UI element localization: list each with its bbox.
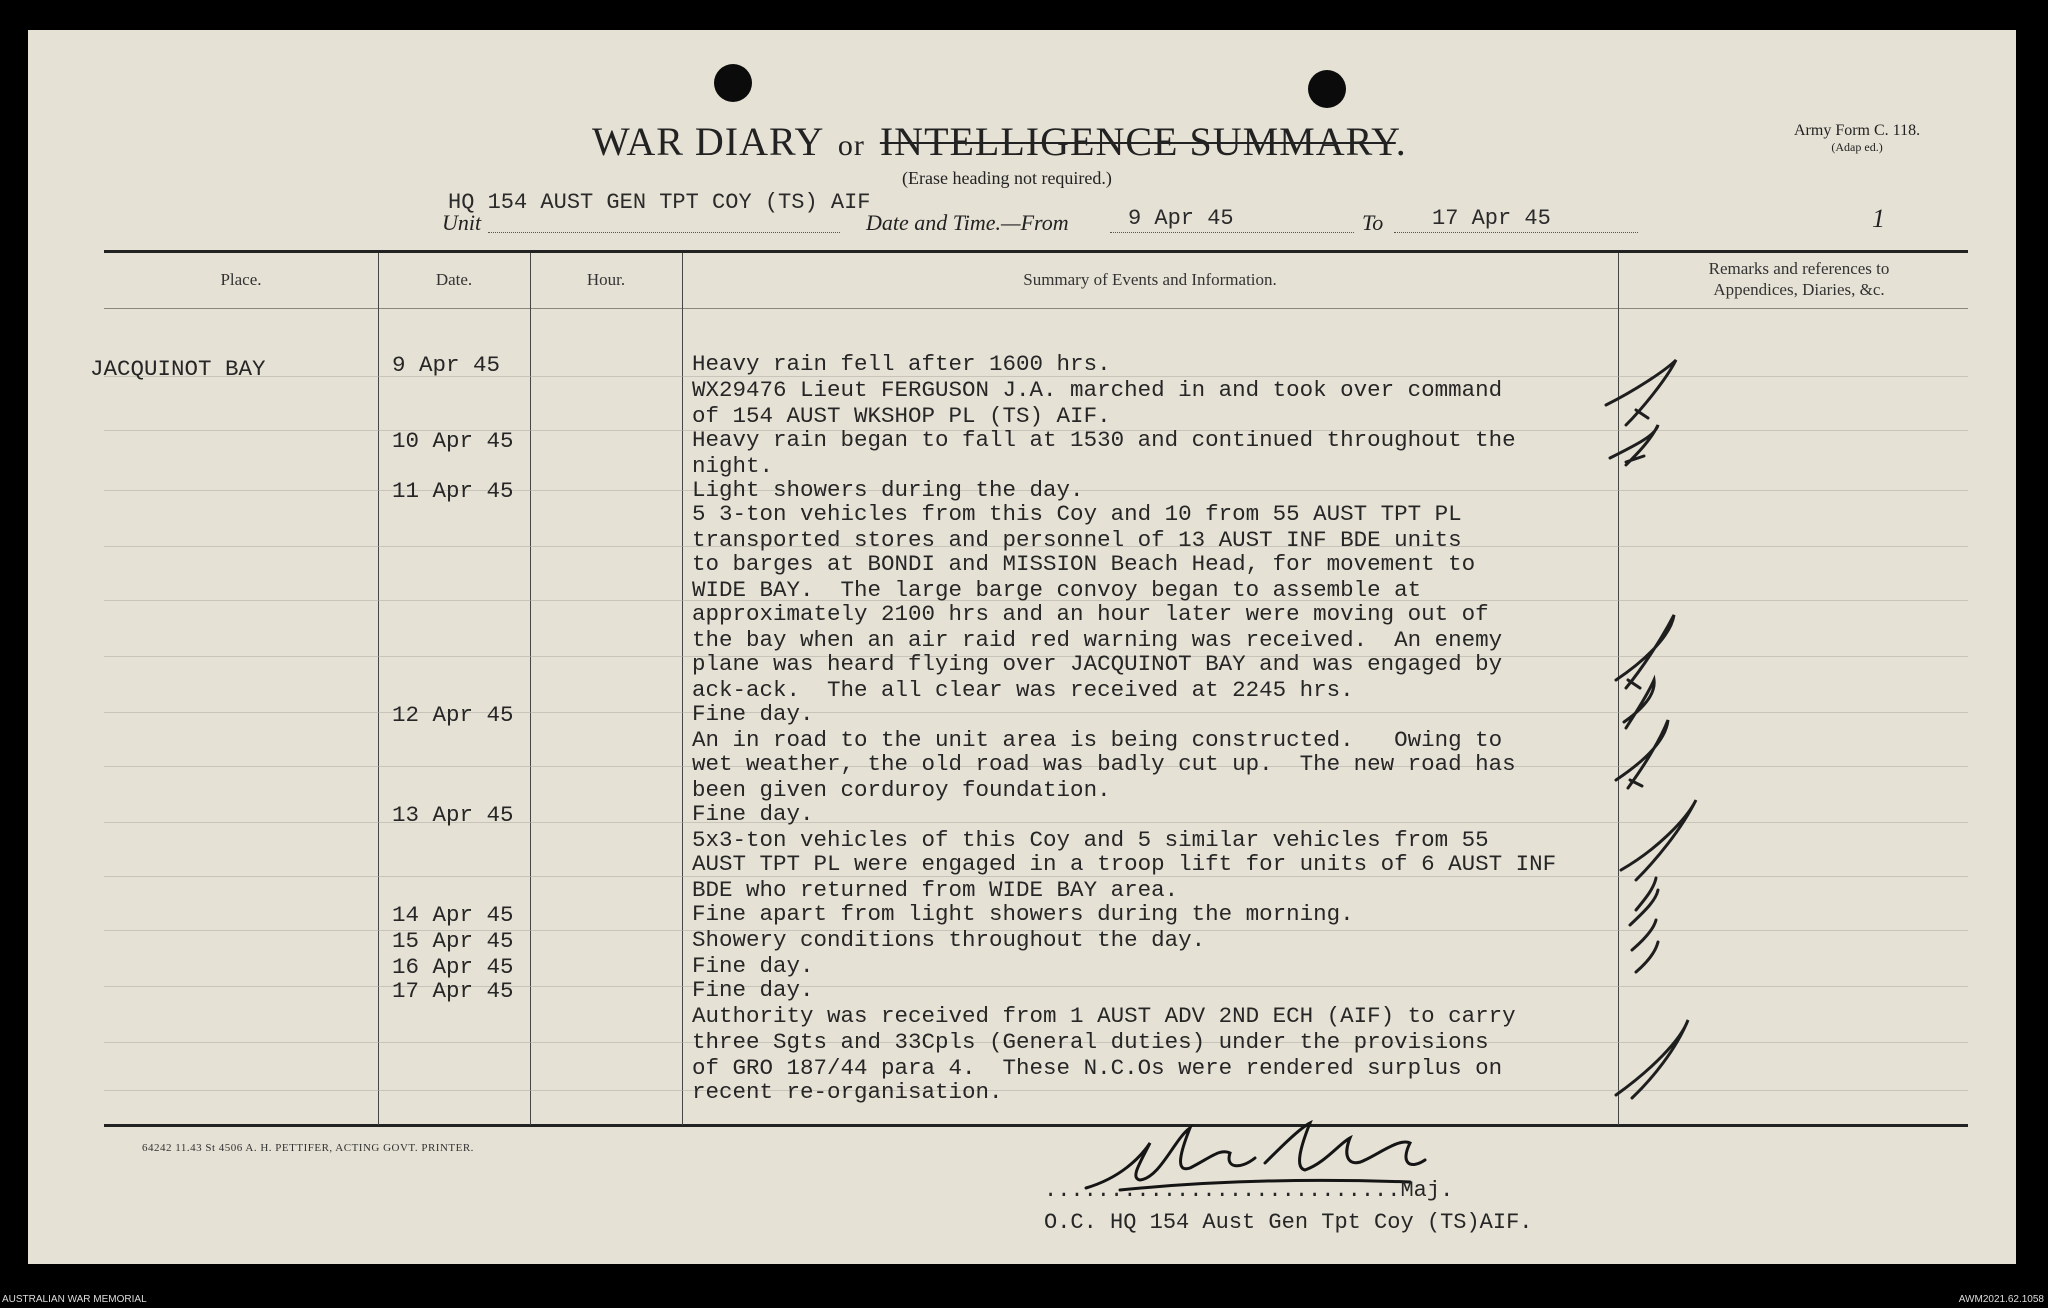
table-bottom-rule [104, 1124, 1968, 1127]
signature-designation: O.C. HQ 154 Aust Gen Tpt Coy (TS)AIF. [1044, 1210, 1533, 1235]
erase-heading-note: (Erase heading not required.) [902, 168, 1112, 188]
summary-line: the bay when an air raid red warning was received. An enemy [692, 627, 1503, 653]
summary-line: to barges at BONDI and MISSION Beach Head, for movement to [692, 551, 1476, 577]
punch-hole-right [1308, 70, 1346, 108]
summary-line: wet weather, the old road was badly cut up. The new road has [692, 751, 1516, 777]
signature-dots-rank: ...........................Maj. [1044, 1178, 1454, 1203]
summary-line: 5 3-ton vehicles from this Coy and 10 from 55 AUST TPT PL [692, 501, 1462, 527]
unit-value: HQ 154 AUST GEN TPT COY (TS) AIF [448, 190, 871, 215]
initial-mark-5 [1616, 720, 1668, 788]
initial-mark-7 [1630, 878, 1658, 925]
summary-line: Fine day. [692, 701, 814, 727]
date-cell: 17 Apr 45 [392, 978, 514, 1004]
footer-accession-number: AWM2021.62.1058 [1958, 1294, 2044, 1305]
column-divider-hour [682, 253, 683, 1125]
summary-line: BDE who returned from WIDE BAY area. [692, 877, 1179, 903]
summary-line: Fine day. [692, 977, 814, 1003]
initial-mark-8 [1632, 920, 1658, 972]
date-cell: 9 Apr 45 [392, 352, 501, 378]
footer-institution: AUSTRALIAN WAR MEMORIAL [2, 1294, 147, 1305]
date-time-label: Date and Time.—From [866, 210, 1069, 235]
punch-hole-left [714, 64, 752, 102]
summary-line: three Sgts and 33Cpls (General duties) under the provisions [692, 1029, 1489, 1055]
to-label: To [1362, 210, 1384, 235]
army-form-number: Army Form C. 118. [1794, 122, 1921, 139]
date-cell: 11 Apr 45 [392, 478, 514, 504]
date-from-value: 9 Apr 45 [1128, 206, 1234, 231]
initial-mark-6 [1621, 800, 1696, 880]
summary-line: WX29476 Lieut FERGUSON J.A. marched in and took over command [692, 377, 1503, 403]
summary-line: 5x3-ton vehicles of this Coy and 5 similar vehicles from 55 [692, 827, 1489, 853]
printer-imprint: 64242 11.43 St 4506 A. H. PETTIFER, ACTING GOVT. PRINTER. [142, 1142, 474, 1154]
summary-line: An in road to the unit area is being constructed. Owing to [692, 727, 1503, 753]
date-to-value: 17 Apr 45 [1432, 206, 1551, 231]
summary-line: WIDE BAY. The large barge convoy began to assemble at [692, 577, 1422, 603]
initial-mark-1 [1606, 360, 1676, 425]
summary-line: of 154 AUST WKSHOP PL (TS) AIF. [692, 403, 1111, 429]
summary-line: recent re-organisation. [692, 1079, 1003, 1105]
date-cell: 15 Apr 45 [392, 928, 514, 954]
summary-line: of GRO 187/44 para 4. These N.C.Os were rendered surplus on [692, 1055, 1503, 1081]
from-dotted-line [1110, 232, 1354, 233]
date-cell: 13 Apr 45 [392, 802, 514, 828]
column-divider-place [378, 253, 379, 1125]
summary-line: Fine apart from light showers during the morning. [692, 901, 1354, 927]
table-top-rule [104, 250, 1968, 253]
date-cell: 12 Apr 45 [392, 702, 514, 728]
header-date: Date. [435, 270, 473, 289]
summary-line: AUST TPT PL were engaged in a troop lift for units of 6 AUST INF [692, 851, 1557, 877]
initial-mark-3 [1616, 615, 1674, 688]
summary-line: Heavy rain began to fall at 1530 and continued throughout the [692, 427, 1516, 453]
summary-line: transported stores and personnel of 13 AUST INF BDE units [692, 527, 1462, 553]
column-divider-date [530, 253, 531, 1125]
to-dotted-line [1394, 232, 1638, 233]
summary-line: approximately 2100 hrs and an hour later were moving out of [692, 601, 1489, 627]
summary-line: Showery conditions throughout the day. [692, 927, 1206, 953]
summary-line: plane was heard flying over JACQUINOT BAY and was engaged by [692, 651, 1503, 677]
header-place: Place. [220, 270, 262, 289]
title-war-diary: WAR DIARY [592, 119, 823, 164]
summary-line: Fine day. [692, 953, 814, 979]
page-number: 1 [1872, 204, 1885, 233]
summary-line: Authority was received from 1 AUST ADV 2ND ECH (AIF) to carry [692, 1003, 1516, 1029]
unit-dotted-line [488, 232, 840, 233]
summary-line: been given corduroy foundation. [692, 777, 1111, 803]
summary-line: Light showers during the day. [692, 477, 1084, 503]
form-reference [1794, 122, 1920, 155]
date-cell: 16 Apr 45 [392, 954, 514, 980]
army-form-sub: (Adap ed.) [1831, 140, 1883, 154]
date-cell: 14 Apr 45 [392, 902, 514, 928]
header-remarks: Remarks and references to Appendices, Diaries, &c. [1708, 259, 1890, 299]
initial-mark-2 [1610, 425, 1658, 465]
header-hour: Hour. [586, 270, 626, 289]
summary-line: Heavy rain fell after 1600 hrs. [692, 351, 1111, 377]
date-cell: 10 Apr 45 [392, 428, 514, 454]
title-or: or [837, 129, 865, 162]
initial-mark-9 [1616, 1020, 1688, 1098]
header-summary: Summary of Events and Information. [1023, 270, 1277, 289]
summary-line: ack-ack. The all clear was received at 2245 hrs. [692, 677, 1354, 703]
header-bottom-rule [104, 308, 1968, 309]
title-period: . [1395, 119, 1407, 164]
initials-marks [1596, 350, 1716, 1100]
form-title [592, 118, 1407, 165]
summary-line: Fine day. [692, 801, 814, 827]
summary-line: night. [692, 453, 774, 479]
unit-label: Unit [442, 210, 482, 235]
title-struck-intelligence-summary: INTELLIGENCE SUMMARY [879, 119, 1396, 164]
place-cell: JACQUINOT BAY [90, 356, 266, 382]
